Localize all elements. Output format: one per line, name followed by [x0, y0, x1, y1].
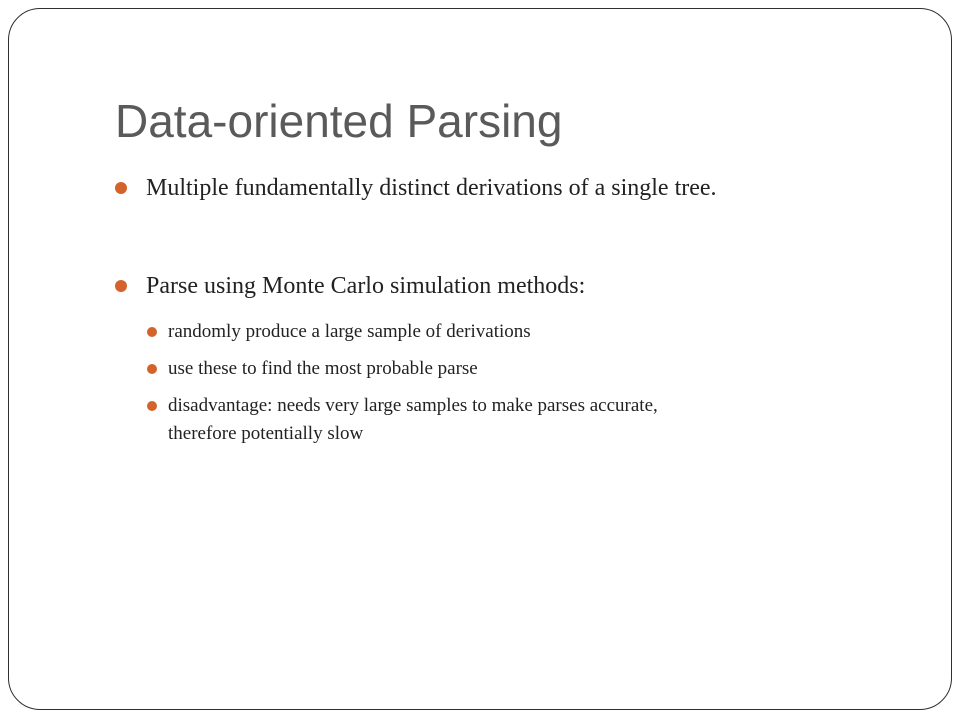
- subbullet-text-line-1: disadvantage: needs very large samples to make parses accurate,: [168, 395, 658, 416]
- bullet-text: Parse using Monte Carlo simulation methods:: [146, 273, 586, 299]
- bullet-dot-icon: [115, 182, 127, 194]
- bullet-item-derivations: [115, 173, 717, 203]
- bullet-item-monte-carlo: [115, 271, 585, 301]
- subbullet-text: use these to find the most probable parse: [168, 358, 478, 379]
- bullet-dot-icon: [147, 364, 157, 374]
- subbullet-text: randomly produce a large sample of derivations: [168, 321, 531, 342]
- bullet-dot-icon: [147, 401, 157, 411]
- bullet-dot-icon: [147, 327, 157, 337]
- slide-frame: [8, 8, 952, 710]
- subbullet-text-line-2: therefore potentially slow: [168, 423, 364, 444]
- slide-title: Data-oriented Parsing: [115, 95, 563, 147]
- bullet-dot-icon: [115, 280, 127, 292]
- bullet-text: Multiple fundamentally distinct derivations of a single tree.: [146, 175, 717, 201]
- subbullet-item-disadvantage: [147, 392, 658, 448]
- subbullet-item-probable-parse: [147, 355, 478, 383]
- subbullet-item-random-sample: [147, 318, 531, 346]
